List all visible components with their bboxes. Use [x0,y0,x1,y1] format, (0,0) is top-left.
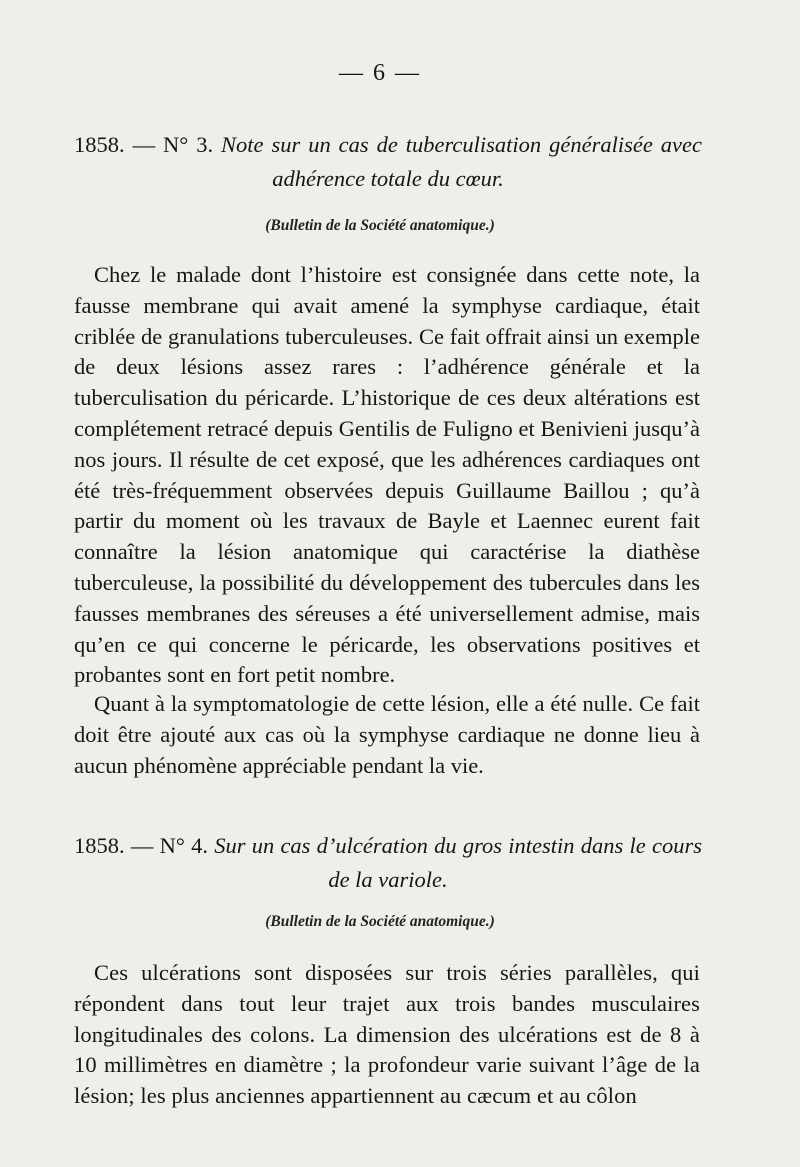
entry-year-number: 1858. — N° 3. [74,132,214,157]
entry-title: Note sur un cas de tuberculisation généralisée avec adhérence totale du cœur. [221,132,702,191]
body-paragraph: Chez le malade dont l’histoire est consignée dans cette note, la fausse membrane qui avait amené la symphyse cardiaque, était criblée de granulations tuberculeuses. Ce fait offrait ainsi un exemple de deux lésions assez rares : l’adhérence générale et la tuberculisation du péricarde. L’historique de ces deux altérations est complétement retracé depuis Gentilis de Fuligno et Benivieni jusqu’à nos jours. Il résulte de cet exposé, que les adhérences cardiaques ont été très-fréquemment observées depuis Guillaume Baillou ; qu’à partir du moment où les travaux de Bayle et Laennec eurent fait connaître la lésion anatomique qui caractérise la diathèse tuberculeuse, la possibilité du développement des tubercules dans les fausses membranes des séreuses a été universellement admise, mais qu’en ce qui concerne le péricarde, les observations positives et probantes sont en fort petit nombre. [74,262,700,688]
entry-heading [74,128,702,196]
entry-source: (Bulletin de la Société anatomique.) [265,217,495,234]
entry-source: (Bulletin de la Société anatomique.) [265,913,495,930]
entry-year-number: 1858. — N° 4. [74,833,208,858]
page-number: — 6 — [339,60,421,86]
entry-title: Sur un cas d’ulcération du gros intestin dans le cours de la variole. [214,833,703,892]
body-paragraph: Ces ulcérations sont disposées sur trois séries parallèles, qui répondent dans tout leur trajet aux trois bandes musculaires longitudinales des colons. La dimension des ulcérations est de 8 à 10 millimètres en diamètre ; la profondeur varie suivant l’âge de la lésion; les plus anciennes appartiennent au cæcum et au côlon [74,960,700,1109]
entry-heading [74,829,702,897]
body-paragraph: Quant à la symptomatologie de cette lésion, elle a été nulle. Ce fait doit être ajouté aux cas où la symphyse cardiaque ne donne lieu à aucun phénomène appréciable pendant la vie. [74,691,700,778]
